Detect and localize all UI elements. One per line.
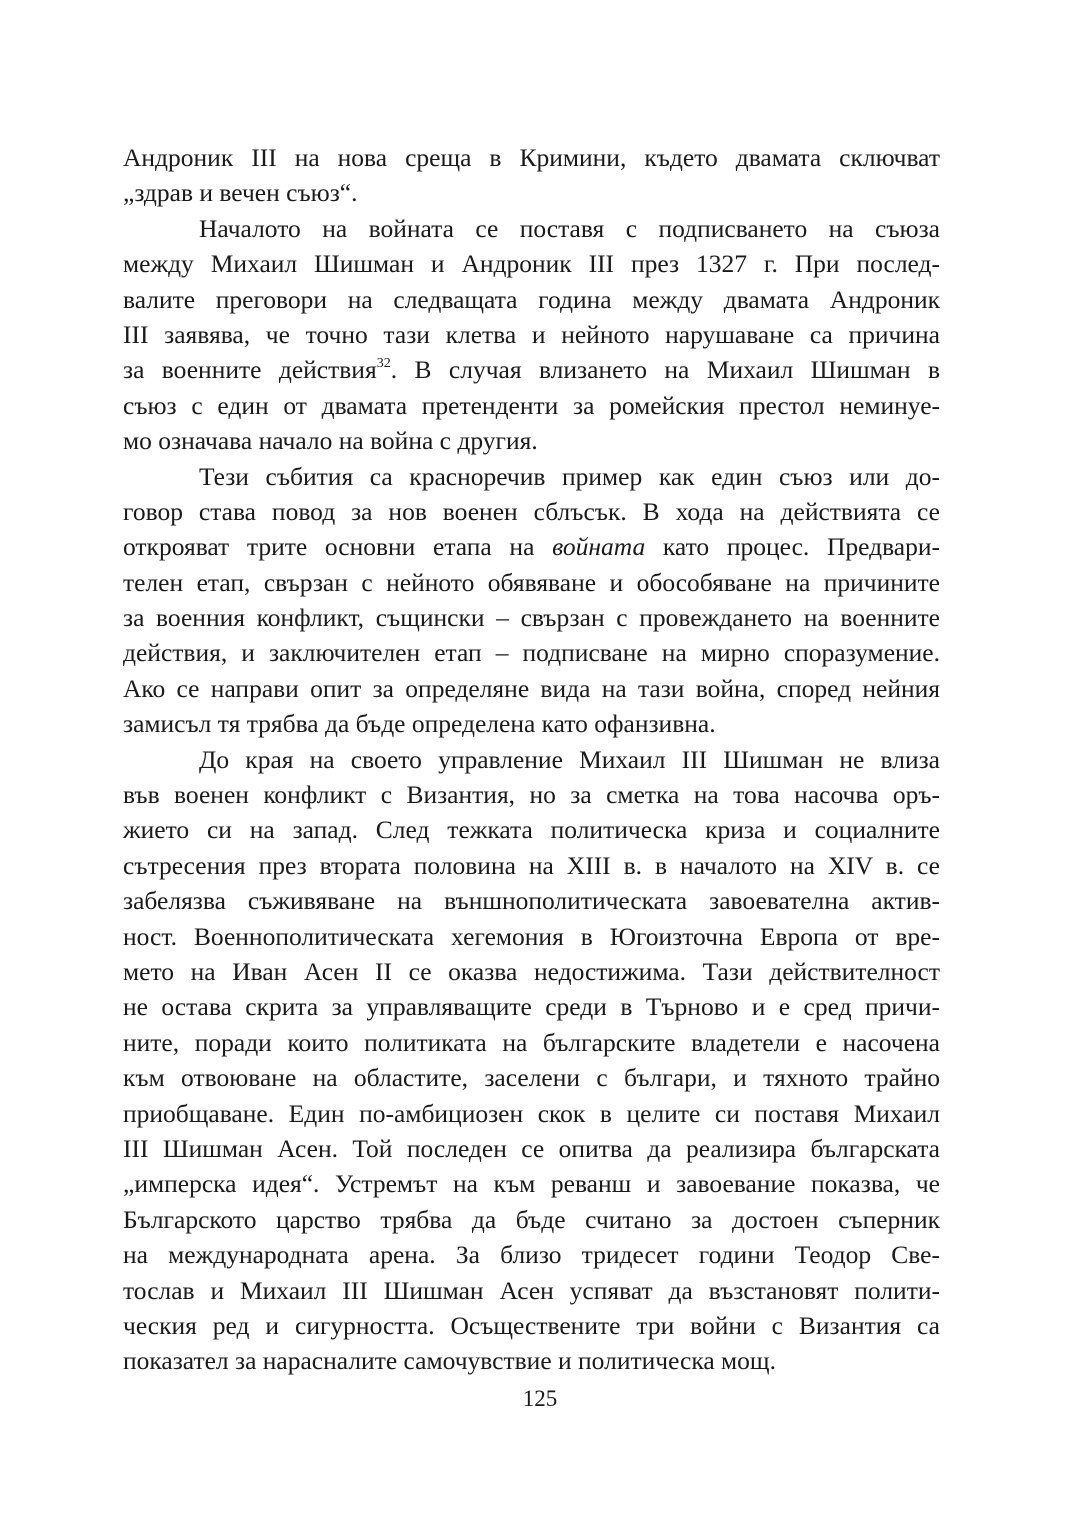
text-line: говор става повод за нов военен сблъсък. В хода на действията се (123, 496, 940, 526)
text-line: Българското царство трябва да бъде считано за достоен съперник (123, 1204, 940, 1234)
text-line: валите преговори на следващата година между двамата Андроник (123, 284, 940, 314)
text-line: на международната арена. За близо тридесет години Теодор Све- (123, 1240, 940, 1270)
page-number: 125 (522, 1386, 558, 1411)
emphasis-text: войната (552, 532, 646, 562)
paragraph-first-line: Тези събития са красноречив пример как един съюз или до- (199, 461, 940, 491)
text-line: между Михаил Шишман и Андроник III през 1327 г. При послед- (123, 249, 940, 279)
text-line: „здрав и вечен съюз“. (123, 178, 358, 208)
text-line: за военния конфликт, същински – свързан с провеждането на военните (123, 603, 940, 633)
text-line: съюз с един от двамата претенденти за ромейския престол неминуе- (123, 390, 940, 420)
text-line: действия, и заключителен етап – подписване на мирно споразумение. (123, 638, 940, 668)
text-line: приобщаване. Един по-амбициозен скок в целите си поставя Михаил (123, 1098, 940, 1128)
text-line: замисъл тя трябва да бъде определена като офанзивна. (123, 709, 716, 739)
text-line: Ако се направи опит за определяне вида на тази война, според нейния (123, 673, 940, 703)
text-line: не остава скрита за управляващите среди в Търново и е сред причи- (123, 992, 940, 1022)
text-line: ните, поради които политиката на българските владетели е насочена (123, 1027, 940, 1057)
text-line: във военен конфликт с Византия, но за сметка на това насочва оръ- (123, 780, 940, 810)
text-line: сътресения през втората половина на XIII в. в началото на XIV в. се (123, 850, 940, 880)
text-segment: открояват трите основни етапа на (123, 532, 553, 562)
text-segment: за военните действия (123, 355, 377, 385)
text-line: към отвоюване на областите, заселени с българи, и тяхното трайно (123, 1063, 940, 1093)
text-line-with-emphasis (123, 529, 940, 564)
footnote-reference[interactable]: 32 (376, 356, 391, 372)
text-line-with-footnote (123, 352, 940, 387)
text-line: тослав и Михаил III Шишман Асен успяват да възстановят полити- (123, 1275, 940, 1305)
text-line: мо означава начало на война с другия. (123, 426, 538, 456)
text-line: III Шишман Асен. Той последен се опитва да реализира българската (123, 1133, 940, 1163)
text-line: ческия ред и сигурността. Осъществените три войни с Византия са (123, 1310, 940, 1340)
paragraph-first-line: До края на своето управление Михаил III Шишман не влиза (199, 744, 940, 774)
paragraph-first-line: Началото на войната се поставя с подписването на съюза (199, 213, 940, 243)
text-line: ност. Военнополитическата хегемония в Югоизточна Европа от вре- (123, 921, 940, 951)
body-text (123, 140, 940, 1379)
text-line: телен етап, свързан с нейното обявяване и обособяване на причините (123, 567, 940, 597)
text-line: III заявява, че точно тази клетва и нейното нарушаване са причина (123, 319, 940, 349)
text-segment: като процес. Предвари- (645, 532, 940, 562)
text-line: жието си на запад. След тежката политическа криза и социалните (123, 815, 940, 845)
text-segment: . В случая влизането на Михаил Шишман в (390, 355, 940, 385)
text-line: „имперска идея“. Устремът на към реванш и завоевание показва, че (123, 1169, 940, 1199)
text-line: забелязва съживяване на външнополитическата завоевателна актив- (123, 886, 940, 916)
text-line: Андроник III на нова среща в Кримини, където двамата сключват (123, 143, 940, 172)
text-line: мето на Иван Асен II се оказва недостижима. Тази действителност (123, 956, 940, 986)
text-line: показател за нарасналите самочувствие и политическа мощ. (123, 1346, 776, 1376)
